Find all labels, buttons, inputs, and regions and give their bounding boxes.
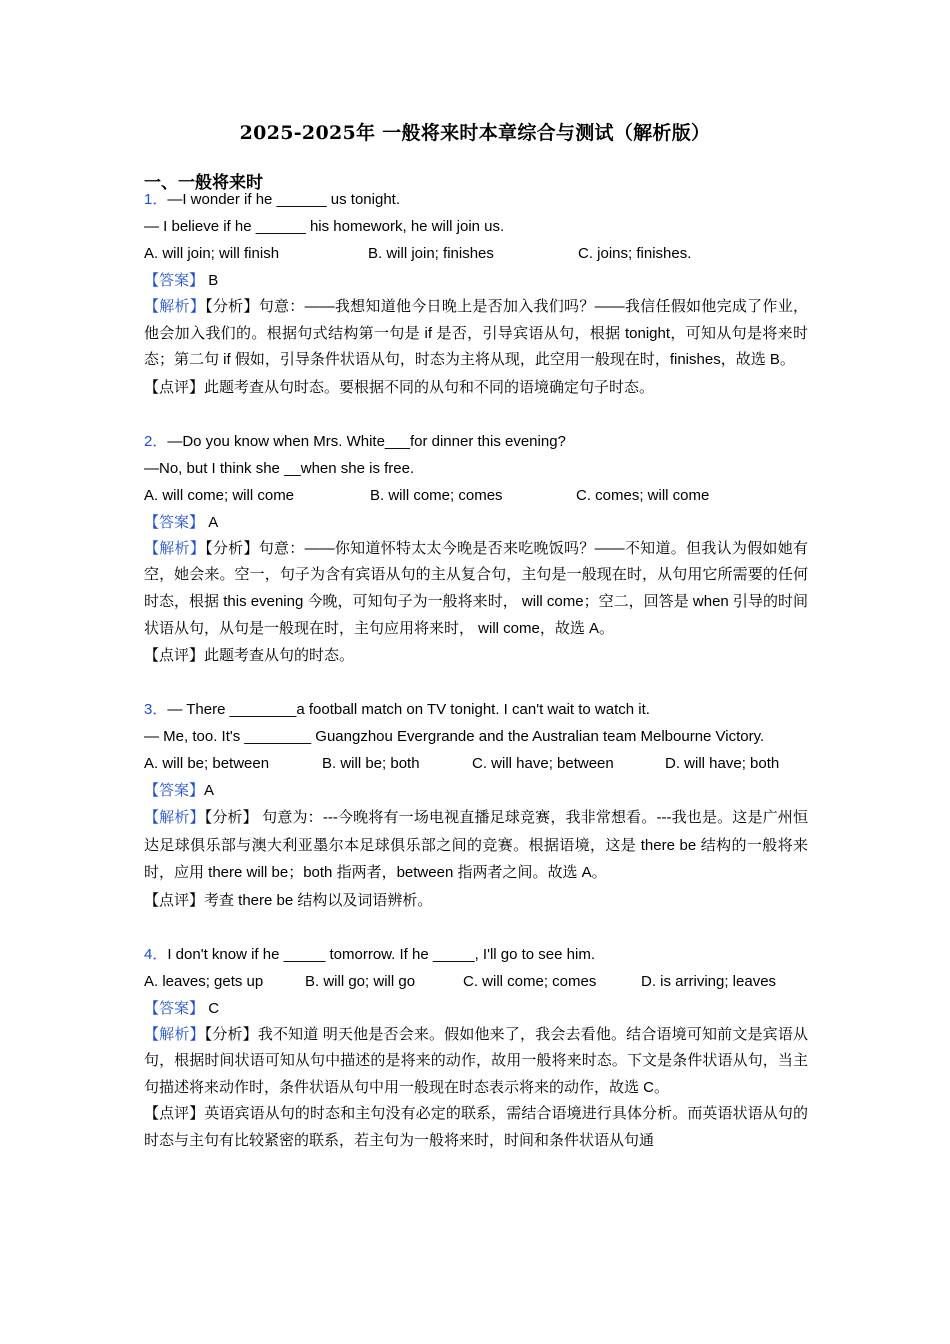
option-a: A. will join; will finish <box>144 245 280 262</box>
answer-line <box>144 777 808 804</box>
comment-line: 【点评】此题考查从句的时态。 <box>144 647 355 665</box>
analysis-text: 【分析】我不知道 明天他是否会来。假如他来了，我会去看他。结合语境可知前文是宾语从句，根据时间状语可知从句中描述的是将来的动作，故用一般将来时态。下文是条件状语从句，当主句描述将来动作时，条件状语从句中用一般现在时态表示将来的动作，故选 C。 <box>144 1025 808 1096</box>
answer-value: A <box>208 513 219 531</box>
answer-options <box>144 750 808 777</box>
analysis-paragraph <box>144 294 808 374</box>
answer-line <box>144 509 808 536</box>
question-1 <box>144 186 808 401</box>
question-number: 2． <box>144 432 168 450</box>
answer-value: C <box>208 999 220 1017</box>
analysis-paragraph <box>144 536 808 642</box>
option-a: A. leaves; gets up <box>144 972 264 990</box>
analysis-paragraph <box>144 804 808 887</box>
question-stem-line: —No, but I think she __when she is free. <box>144 459 415 477</box>
answer-options <box>144 968 808 995</box>
question-3 <box>144 696 808 914</box>
analysis-label: 【解析】 <box>144 539 206 557</box>
question-stem-line: — I believe if he ______ his homework, he will join us. <box>144 218 505 235</box>
comment-line: 【点评】考查 there be 结构以及词语辨析。 <box>144 891 433 909</box>
spacer <box>144 914 808 941</box>
option-a: A. will come; will come <box>144 486 295 504</box>
analysis-label: 【解析】 <box>144 809 205 827</box>
question-stem-line: 2．—Do you know when Mrs. White___for dinner this evening? <box>144 432 566 450</box>
option-d: D. will have; both <box>665 755 780 773</box>
section-heading: 一、一般将来时 <box>144 173 263 193</box>
option-c: C. will come; comes <box>463 972 597 990</box>
answer-label: 【答案】 <box>144 272 205 289</box>
document-title: 2025-2025年 一般将来时本章综合与测试（解析版） <box>239 122 711 144</box>
option-c: C. joins; finishes. <box>578 245 692 262</box>
question-stem-line: 4．I don't know if he _____ tomorrow. If he _____, I'll go to see him. <box>144 945 595 963</box>
option-b: B. will come; comes <box>370 486 503 504</box>
analysis-label: 【解析】 <box>144 1025 205 1043</box>
comment-paragraph: 【点评】英语宾语从句的时态和主句没有必定的联系，需结合语境进行具体分析。而英语状语从句的时态与主句有比较紧密的联系，若主句为一般将来时，时间和条件状语从句通 <box>144 1105 808 1150</box>
question-number: 3． <box>144 701 168 719</box>
answer-value: A <box>204 782 215 800</box>
question-number: 1． <box>144 191 168 208</box>
answer-label: 【答案】 <box>144 782 205 800</box>
option-c: C. will have; between <box>472 755 614 773</box>
answer-line <box>144 995 808 1022</box>
answer-options <box>144 482 808 509</box>
analysis-text: 【分析】句意：——我想知道他今日晚上是否加入我们吗？——我信任假如他完成了作业，他会加入我们的。根据句式结构第一句是 if 是否，引导宾语从句，根据 tonight，可知从句是将来时态；第二句 if 假如，引导条件状语从句，时态为主将从现，此空用一般现在时，finishes，故选 B。 <box>144 298 808 369</box>
analysis-text: 【分析】句意：——你知道怀特太太今晚是否来吃晚饭吗？——不知道。但我认为假如她有空，她会来。空一，句子为含有宾语从句的主从复合句，主句是一般现在时，从句用它所需要的任何时态，根据 this evening 今晚，可知句子为一般将来时， will come；空二，回答是 when 引导的时间状语从句，从句是一般现在时，主句应用将来时， will come，故选 A。 <box>144 539 808 637</box>
option-a: A. will be; between <box>144 755 270 773</box>
option-b: B. will join; finishes <box>368 245 494 262</box>
answer-label: 【答案】 <box>144 513 205 531</box>
answer-value: B <box>208 272 219 289</box>
option-b: B. will be; both <box>322 755 420 773</box>
comment-line: 【点评】此题考查从句时态。要根据不同的从句和不同的语境确定句子时态。 <box>144 378 655 396</box>
question-4 <box>144 941 808 1155</box>
answer-options <box>144 240 808 267</box>
analysis-paragraph <box>144 1022 808 1102</box>
question-stem-line: — Me, too. It's ________ Guangzhou Evergrande and the Australian team Melbourne Victory. <box>144 728 765 746</box>
option-b: B. will go; will go <box>305 972 416 990</box>
analysis-label: 【解析】 <box>144 298 206 315</box>
answer-label: 【答案】 <box>144 999 205 1017</box>
option-d: D. is arriving; leaves <box>641 972 777 990</box>
spacer <box>144 669 808 696</box>
question-list <box>144 186 808 1155</box>
option-c: C. comes; will come <box>576 486 710 504</box>
analysis-text: 【分析】 句意为：---今晚将有一场电视直播足球竞赛，我非常想看。---我也是。这是广州恒达足球俱乐部与澳大利亚墨尔本足球俱乐部之间的竞赛。根据语境，这是 there be 结构的一般将来时，应用 there will be；both 指两者，between 指两者之间。故选 A。 <box>144 809 808 882</box>
question-number: 4． <box>144 945 168 963</box>
question-stem-line: 3．— There ________a football match on TV tonight. I can't wait to watch it. <box>144 701 650 719</box>
question-stem-line: 1．—I wonder if he ______ us tonight. <box>144 191 400 208</box>
question-2 <box>144 428 808 669</box>
spacer <box>144 401 808 428</box>
answer-line <box>144 267 808 294</box>
